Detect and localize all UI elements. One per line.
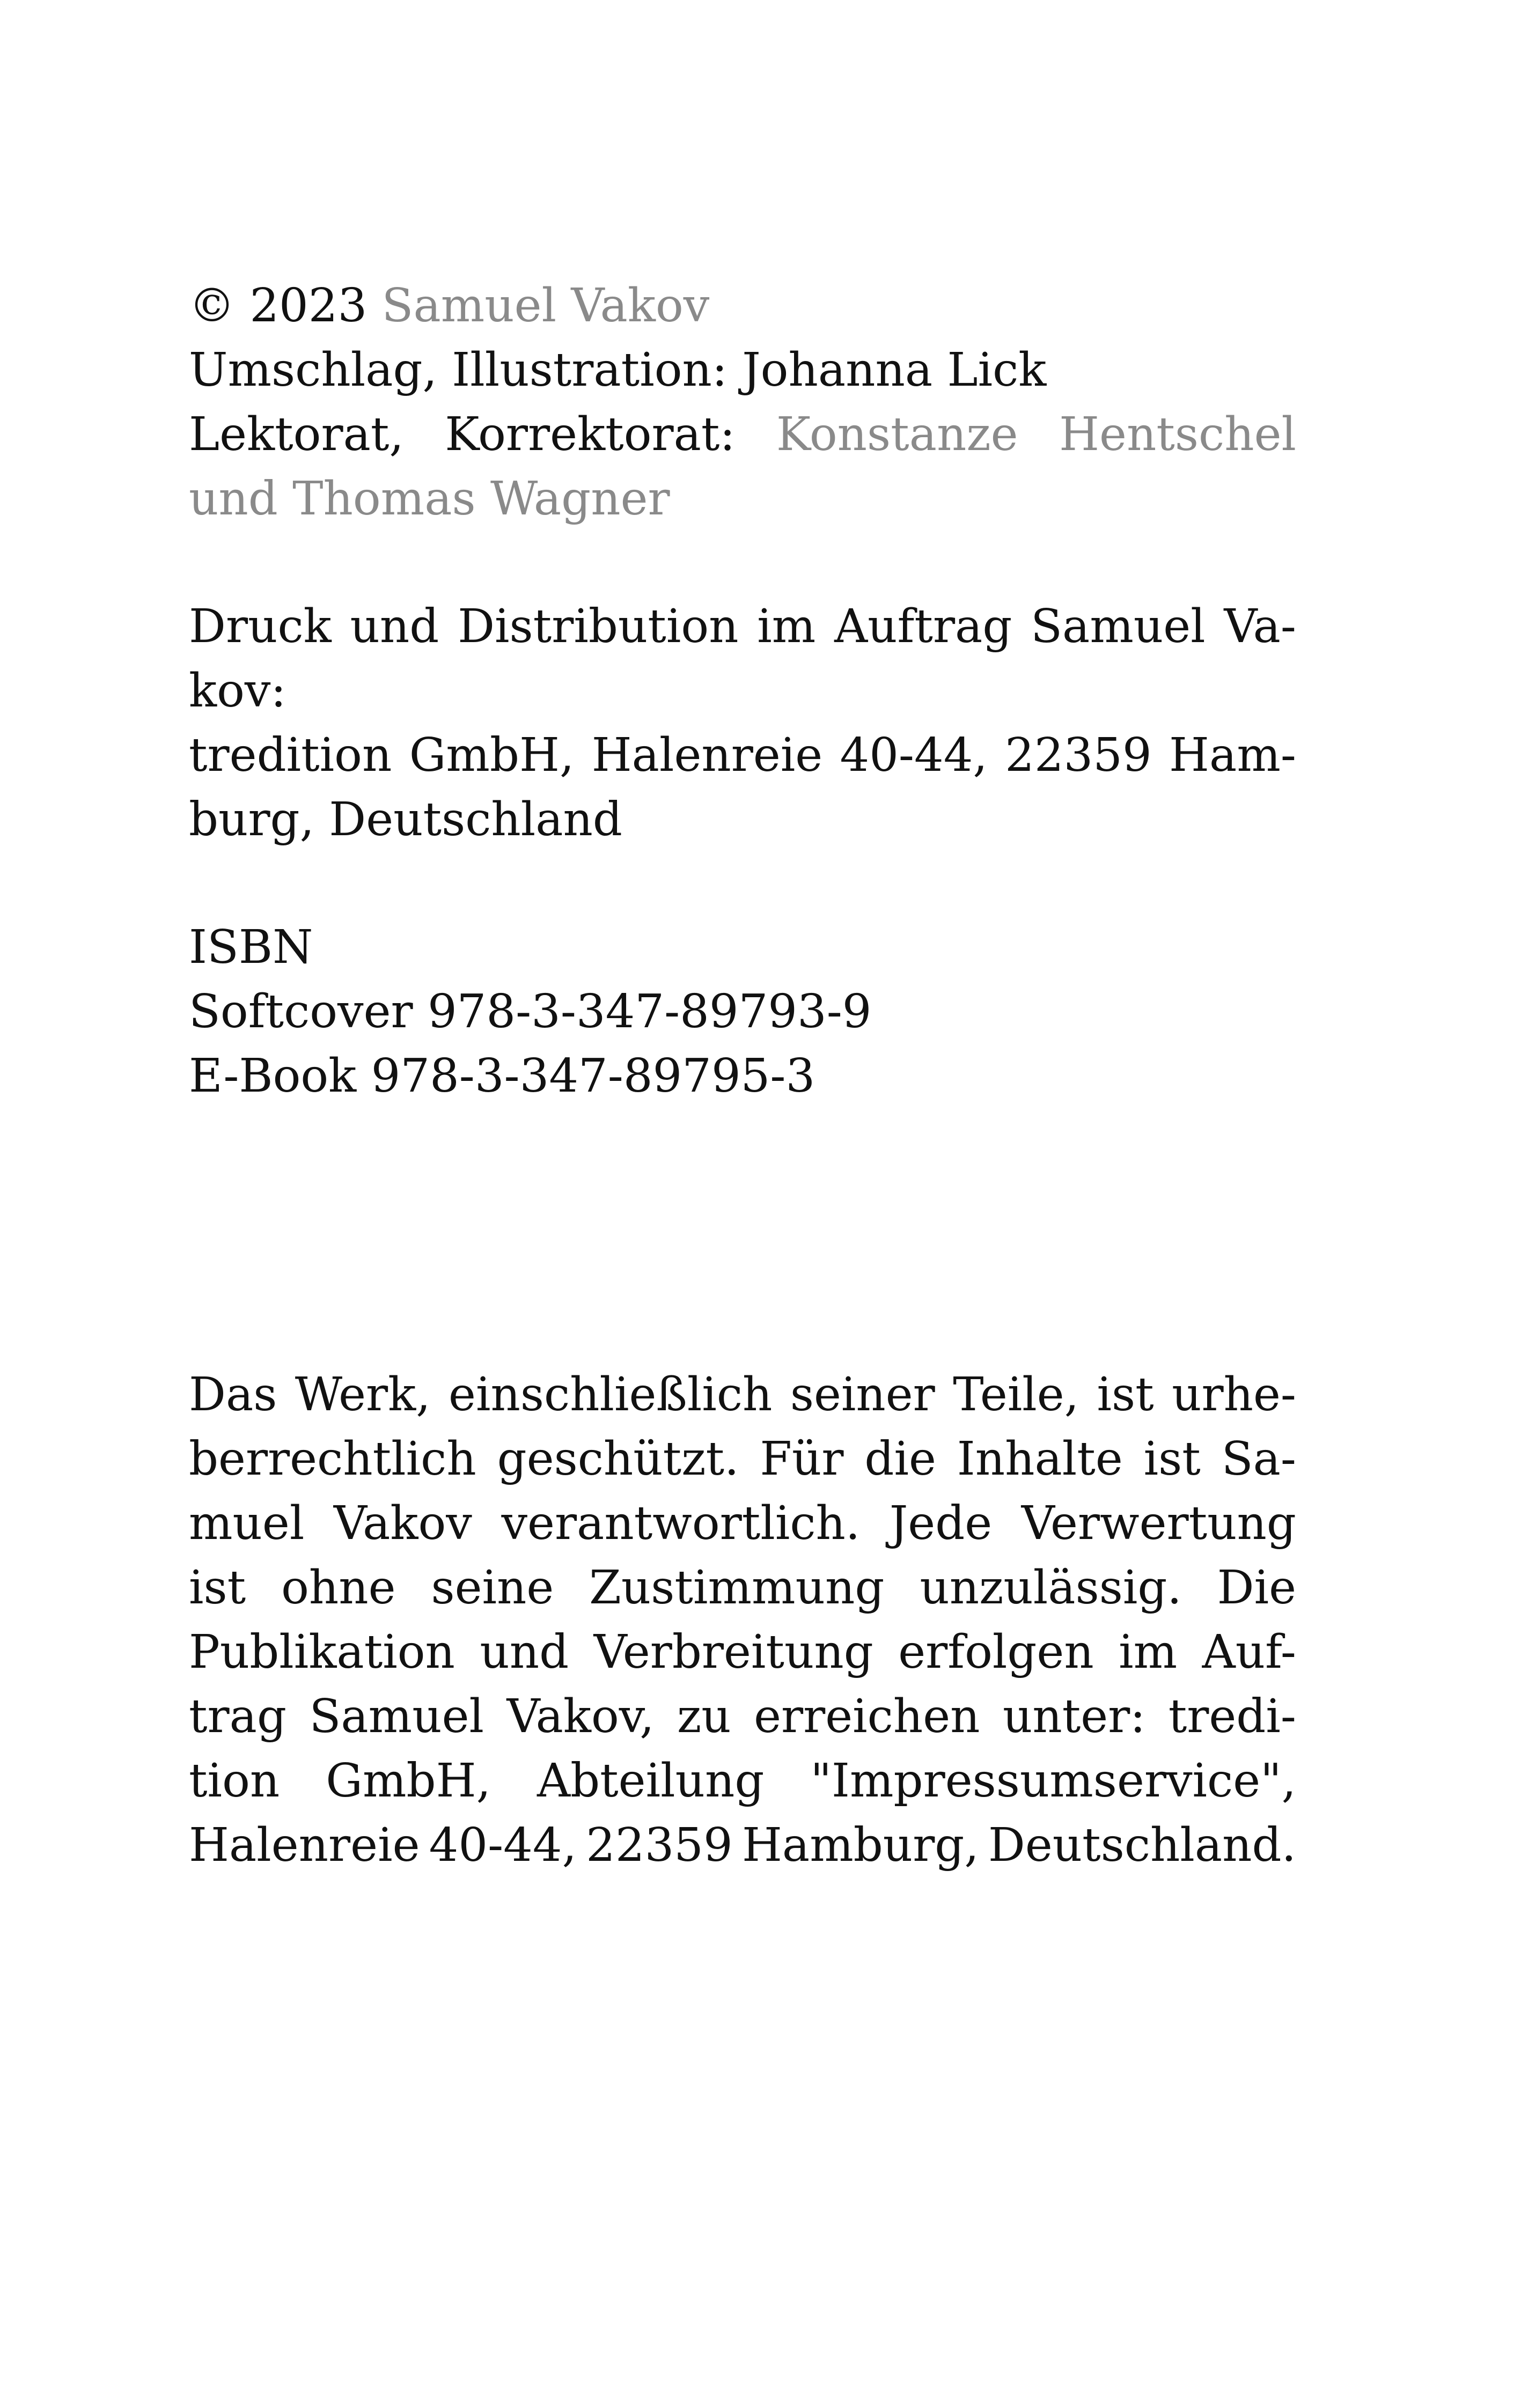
legal-word: im (1119, 1625, 1178, 1679)
print-distribution-block (189, 594, 1296, 852)
legal-word: erreichen (754, 1690, 980, 1743)
print-line-1 (189, 594, 1296, 659)
editor-name-word: Hentschel (1059, 408, 1296, 461)
print-word: 40-44, (840, 728, 988, 782)
legal-line-7 (189, 1749, 1296, 1813)
copyright-line (189, 274, 1296, 338)
print-line-2: kov: (189, 664, 286, 718)
print-word: Halenreie (591, 728, 823, 782)
print-line-3 (189, 723, 1296, 787)
legal-word: Vakov (333, 1497, 472, 1550)
legal-word: Teile, (953, 1368, 1079, 1422)
legal-line-1 (189, 1363, 1296, 1427)
legal-word: Auf- (1202, 1625, 1296, 1679)
legal-word: Zustimmung (589, 1561, 885, 1615)
legal-word: ohne (281, 1561, 396, 1615)
legal-line-3 (189, 1491, 1296, 1556)
legal-word: Werk, (295, 1368, 431, 1422)
author-name: Samuel Vakov (381, 279, 710, 333)
legal-word: ist (1097, 1368, 1154, 1422)
isbn-block (189, 915, 1296, 1108)
legal-word: Vakov, (506, 1690, 655, 1743)
legal-word: Samuel (309, 1690, 484, 1743)
legal-word: ist (1143, 1432, 1201, 1486)
copyright-prefix: © 2023 (189, 279, 368, 333)
print-word: im (757, 600, 816, 653)
legal-line-5 (189, 1620, 1296, 1684)
imprint-page (189, 274, 1296, 1877)
legal-line-2 (189, 1427, 1296, 1491)
editing-label-word: Korrektorat: (445, 408, 736, 461)
legal-word: Verwertung (1021, 1497, 1296, 1550)
legal-word: und (480, 1625, 569, 1679)
cover-credit-line: Umschlag, Illustration: Johanna Lick (189, 343, 1047, 397)
copyright-block (189, 274, 1296, 531)
print-word: Samuel (1031, 600, 1206, 653)
legal-word: Inhalte (957, 1432, 1123, 1486)
legal-word: "Impressumservice", (810, 1754, 1296, 1808)
legal-word: geschützt. (497, 1432, 739, 1486)
editing-credit-line (189, 402, 1296, 467)
print-line-4: burg, Deutschland (189, 793, 622, 846)
print-word: Distribution (458, 600, 739, 653)
legal-word: trag (189, 1690, 286, 1743)
legal-word: Publikation (189, 1625, 455, 1679)
legal-notice-block (189, 1363, 1296, 1877)
legal-word: tredi- (1168, 1690, 1296, 1743)
legal-word: 40-44, (429, 1818, 577, 1872)
legal-word: ist (189, 1561, 246, 1615)
legal-word: Sa- (1221, 1432, 1296, 1486)
print-word: GmbH, (409, 728, 575, 782)
legal-word: Das (189, 1368, 277, 1422)
editor-name-word: Konstanze (776, 408, 1018, 461)
print-word: Va- (1224, 600, 1296, 653)
legal-word: Die (1217, 1561, 1296, 1615)
legal-word: berrechtlich (189, 1432, 476, 1486)
legal-word: verantwortlich. (501, 1497, 861, 1550)
legal-word: zu (677, 1690, 731, 1743)
legal-word: unzulässig. (920, 1561, 1182, 1615)
legal-word: Deutschland. (988, 1818, 1296, 1872)
legal-word: muel (189, 1497, 305, 1550)
legal-word: Halenreie (189, 1818, 420, 1872)
legal-word: unter: (1002, 1690, 1146, 1743)
legal-word: seiner (790, 1368, 935, 1422)
isbn-heading: ISBN (189, 921, 313, 974)
print-word: Ham- (1169, 728, 1296, 782)
editing-label-word: Lektorat, (189, 408, 404, 461)
print-word: Druck (189, 600, 332, 653)
print-word: tredition (189, 728, 392, 782)
legal-word: Verbreitung (593, 1625, 873, 1679)
legal-word: GmbH, (326, 1754, 491, 1808)
print-word: und (350, 600, 439, 653)
editors-continuation-line: und Thomas Wagner (189, 472, 670, 526)
legal-word: tion (189, 1754, 280, 1808)
legal-line-8 (189, 1813, 1296, 1877)
legal-word: einschließlich (449, 1368, 773, 1422)
legal-word: erfolgen (898, 1625, 1094, 1679)
legal-word: Hamburg, (741, 1818, 979, 1872)
isbn-softcover: Softcover 978-3-347-89793-9 (189, 985, 872, 1039)
legal-line-6 (189, 1684, 1296, 1749)
legal-word: 22359 (586, 1818, 733, 1872)
legal-line-4 (189, 1556, 1296, 1620)
legal-word: die (864, 1432, 936, 1486)
isbn-ebook: E-Book 978-3-347-89795-3 (189, 1049, 815, 1103)
legal-word: Für (760, 1432, 844, 1486)
legal-word: seine (431, 1561, 554, 1615)
print-word: Auftrag (834, 600, 1012, 653)
legal-word: Abteilung (537, 1754, 765, 1808)
legal-word: Jede (889, 1497, 993, 1550)
legal-word: urhe- (1172, 1368, 1296, 1422)
print-word: 22359 (1005, 728, 1152, 782)
